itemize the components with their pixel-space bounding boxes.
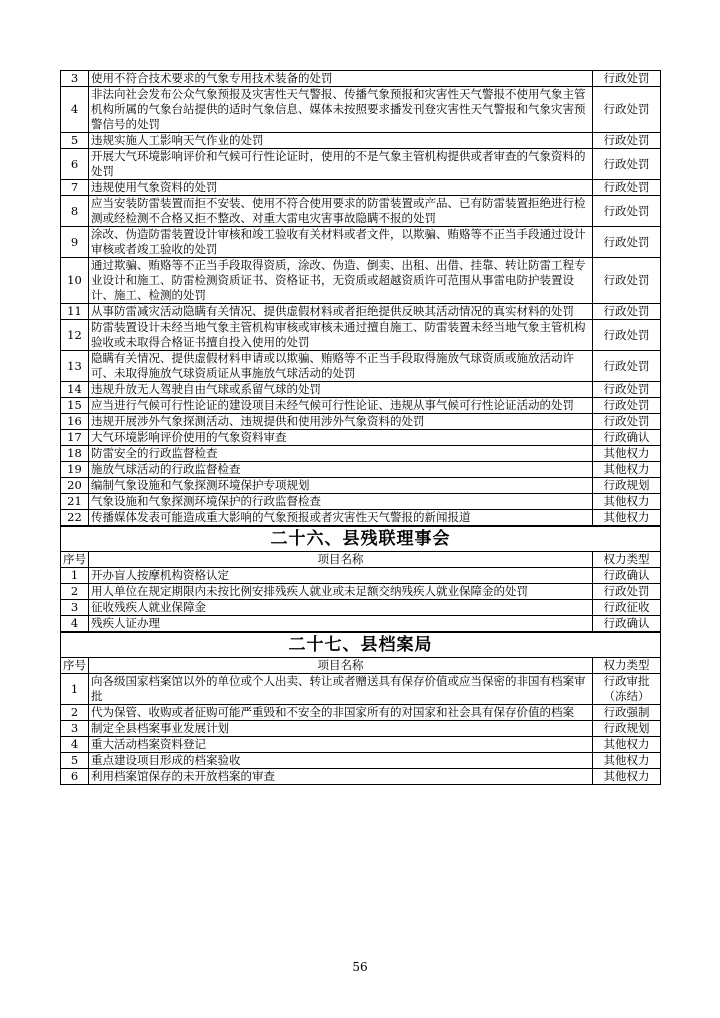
power-type: 行政处罚 [593,414,661,430]
row-number: 15 [61,398,89,414]
item-name: 违规使用气象资料的处罚 [89,180,593,196]
item-name: 利用档案馆保存的未开放档案的审查 [89,769,593,785]
item-name: 违规开展涉外气象探测活动、违规提供和使用涉外气象资料的处罚 [89,414,593,430]
header-no: 序号 [61,658,89,674]
item-name: 施放气球活动的行政监督检查 [89,462,593,478]
row-number: 14 [61,382,89,398]
table-row [61,87,661,133]
table-row [61,414,661,430]
item-name: 非法向社会发布公众气象预报及灾害性天气警报、传播气象预报和灾害性天气警报不使用气象主管机构所属的气象台站提供的适时气象信息、媒体未按照要求播发刊登灾害性天气警报和气象灾害预警信号的处罚 [89,87,593,133]
row-number: 1 [61,568,89,584]
table-row [61,196,661,227]
power-type: 行政审批（冻结） [593,674,661,705]
power-type: 其他权力 [593,462,661,478]
power-type: 行政规划 [593,478,661,494]
table-row [61,258,661,304]
item-name: 重大活动档案资料登记 [89,737,593,753]
row-number: 10 [61,258,89,304]
table-header-row [61,552,661,568]
power-type: 行政处罚 [593,87,661,133]
row-number: 1 [61,674,89,705]
table-row [61,769,661,785]
table-row [61,351,661,382]
section-title: 二十六、县残联理事会 [61,526,661,552]
power-type: 行政处罚 [593,258,661,304]
table-row [61,753,661,769]
document-page [60,70,660,785]
row-number: 5 [61,133,89,149]
item-name: 开展大气环境影响评价和气候可行性论证时，使用的不是气象主管机构提供或者审查的气象资料的处罚 [89,149,593,180]
item-name: 防雷装置设计未经当地气象主管机构审核或审核未通过擅自施工、防雷装置未经当地气象主管机构验收或未取得合格证书擅自投入使用的处罚 [89,320,593,351]
table-row [61,494,661,510]
row-number: 3 [61,600,89,616]
table-row [61,705,661,721]
item-name: 代为保管、收购或者征购可能严重毁和不安全的非国家所有的对国家和社会具有保存价值的档案 [89,705,593,721]
power-type: 行政确认 [593,616,661,633]
row-number: 22 [61,510,89,527]
power-type: 其他权力 [593,769,661,785]
power-type: 行政处罚 [593,71,661,87]
power-type: 行政强制 [593,705,661,721]
table-row [61,304,661,320]
power-type: 行政处罚 [593,382,661,398]
item-name: 隐瞒有关情况、提供虚假材料申请或以欺骗、贿赂等不正当手段取得施放气球资质或施放活动许可、未取得施放气球资质证从事施放气球活动的处罚 [89,351,593,382]
row-number: 12 [61,320,89,351]
table-row [61,320,661,351]
row-number: 2 [61,584,89,600]
row-number: 7 [61,180,89,196]
item-name: 应当进行气候可行性论证的建设项目未经气候可行性论证、违规从事气候可行性论证活动的处罚 [89,398,593,414]
power-type: 行政处罚 [593,398,661,414]
table-row [61,721,661,737]
power-type: 行政确认 [593,568,661,584]
item-name: 应当安装防雷装置而拒不安装、使用不符合使用要求的防雷装置或产品、已有防雷装置拒绝进行检测或经检测不合格又拒不整改、对重大雷电灾害事故隐瞒不报的处罚 [89,196,593,227]
item-name: 违规实施人工影响天气作业的处罚 [89,133,593,149]
row-number: 8 [61,196,89,227]
item-name: 制定全县档案事业发展计划 [89,721,593,737]
power-type: 行政处罚 [593,180,661,196]
row-number: 13 [61,351,89,382]
header-name: 项目名称 [89,658,593,674]
table-header-row [61,658,661,674]
table-row [61,446,661,462]
table-row [61,568,661,584]
table-row [61,398,661,414]
row-number: 6 [61,769,89,785]
table-row [61,510,661,527]
item-name: 从事防雷减灾活动隐瞒有关情况、提供虚假材料或者拒绝提供反映其活动情况的真实材料的处罚 [89,304,593,320]
row-number: 2 [61,705,89,721]
power-type: 其他权力 [593,737,661,753]
table-row [61,600,661,616]
section-title-row [61,632,661,658]
power-type: 其他权力 [593,494,661,510]
section-title: 二十七、县档案局 [61,632,661,658]
item-name: 使用不符合技术要求的气象专用技术装备的处罚 [89,71,593,87]
table-row [61,133,661,149]
row-number: 4 [61,737,89,753]
row-number: 11 [61,304,89,320]
power-type: 行政确认 [593,430,661,446]
power-type: 其他权力 [593,446,661,462]
item-name: 气象设施和气象探测环境保护的行政监督检查 [89,494,593,510]
row-number: 3 [61,71,89,87]
header-no: 序号 [61,552,89,568]
power-type: 其他权力 [593,510,661,527]
table-row [61,584,661,600]
item-name: 编制气象设施和气象探测环境保护专项规划 [89,478,593,494]
item-name: 大气环境影响评价使用的气象资料审查 [89,430,593,446]
item-name: 开办盲人按摩机构资格认定 [89,568,593,584]
item-name: 涂改、伪造防雷装置设计审核和竣工验收有关材料或者文件，以欺骗、贿赂等不正当手段通过设计审核或者竣工验收的处罚 [89,227,593,258]
row-number: 5 [61,753,89,769]
table-row [61,382,661,398]
row-number: 21 [61,494,89,510]
table-row [61,180,661,196]
header-type: 权力类型 [593,658,661,674]
power-type: 行政征收 [593,600,661,616]
power-type: 行政规划 [593,721,661,737]
table-row [61,674,661,705]
row-number: 9 [61,227,89,258]
row-number: 18 [61,446,89,462]
table-row [61,149,661,180]
row-number: 20 [61,478,89,494]
item-name: 防雷安全的行政监督检查 [89,446,593,462]
section-title-row [61,526,661,552]
row-number: 6 [61,149,89,180]
table-row [61,227,661,258]
table-row [61,737,661,753]
table-row [61,478,661,494]
row-number: 3 [61,721,89,737]
item-name: 向各级国家档案馆以外的单位或个人出卖、转让或者赠送具有保存价值或应当保密的非国有档案审批 [89,674,593,705]
power-type: 行政处罚 [593,584,661,600]
table-row [61,616,661,633]
row-number: 16 [61,414,89,430]
item-name: 征收残疾人就业保障金 [89,600,593,616]
item-name: 用人单位在规定期限内未按比例安排残疾人就业或未足额交纳残疾人就业保障金的处罚 [89,584,593,600]
row-number: 19 [61,462,89,478]
item-name: 通过欺骗、贿赂等不正当手段取得资质，涂改、伪造、倒卖、出租、出借、挂靠、转让防雷工程专业设计和施工、防雷检测资质证书、资格证书，无资质或超越资质许可范围从事雷电防护装置设计、施工、检测的处罚 [89,258,593,304]
power-type: 行政处罚 [593,133,661,149]
header-type: 权力类型 [593,552,661,568]
item-name: 传播媒体发表可能造成重大影响的气象预报或者灾害性天气警报的新闻报道 [89,510,593,527]
power-type: 行政处罚 [593,227,661,258]
power-type: 行政处罚 [593,351,661,382]
power-list-table [60,70,661,785]
power-type: 行政处罚 [593,320,661,351]
table-row [61,430,661,446]
header-name: 项目名称 [89,552,593,568]
power-type: 行政处罚 [593,304,661,320]
table-row [61,462,661,478]
item-name: 重点建设项目形成的档案验收 [89,753,593,769]
table-row [61,71,661,87]
row-number: 4 [61,616,89,633]
power-type: 其他权力 [593,753,661,769]
item-name: 违规升放无人驾驶自由气球或系留气球的处罚 [89,382,593,398]
power-type: 行政处罚 [593,149,661,180]
page-number: 56 [352,960,368,974]
row-number: 17 [61,430,89,446]
item-name: 残疾人证办理 [89,616,593,633]
row-number: 4 [61,87,89,133]
power-type: 行政处罚 [593,196,661,227]
